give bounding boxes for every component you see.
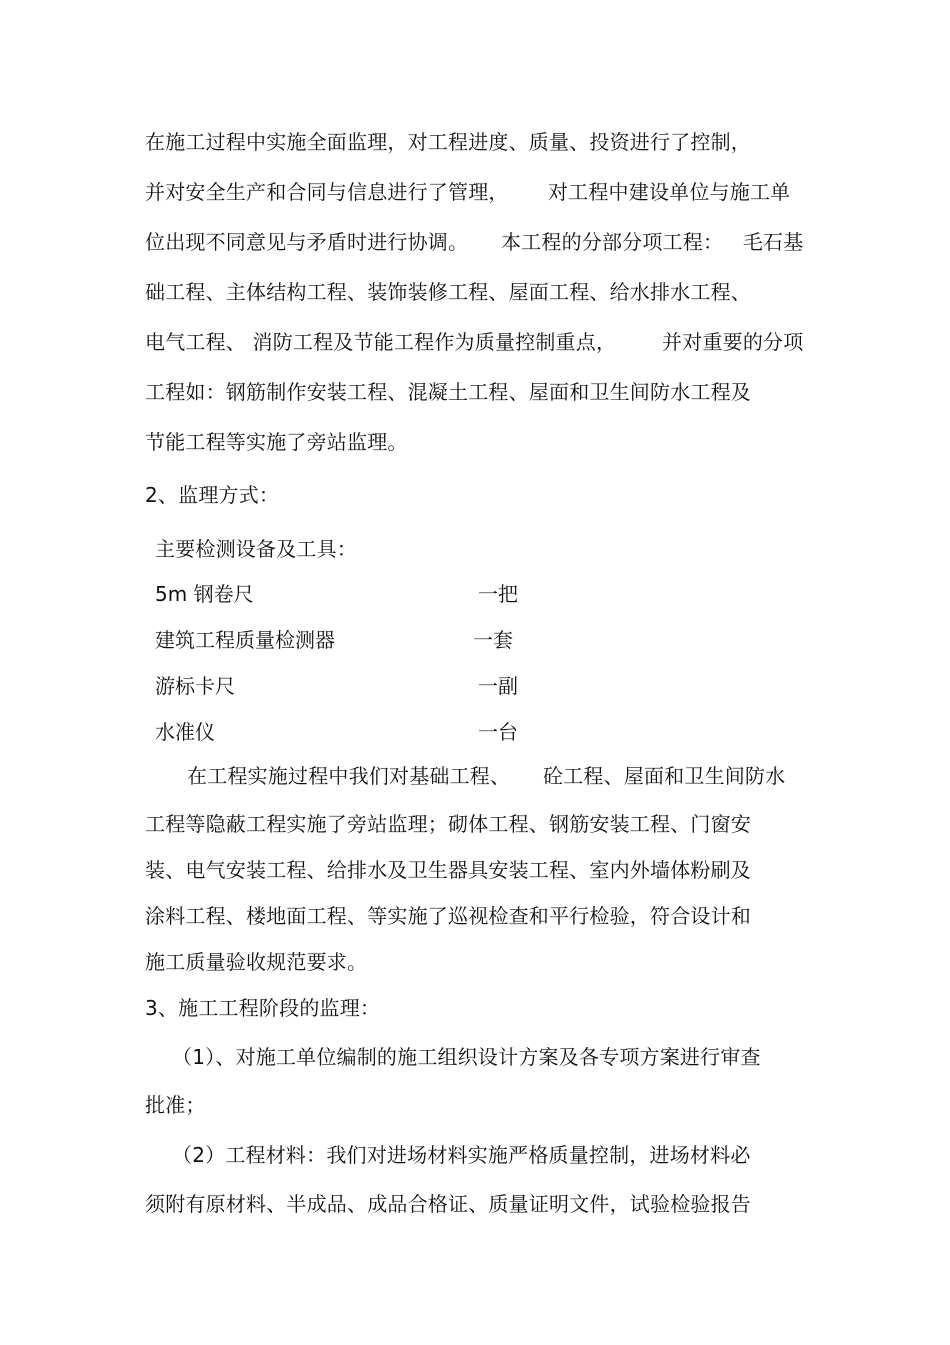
equipment-qty-1: 一把 <box>478 582 518 606</box>
intro-line-3: 位出现不同意见与矛盾时进行协调。 本工程的分部分项工程： 毛石基 <box>145 230 804 254</box>
section2-body-line-1: 在工程实施过程中我们对基础工程、 砼工程、屋面和卫生间防水 <box>187 764 786 788</box>
intro-line-7: 节能工程等实施了旁站监理。 <box>145 430 408 454</box>
equipment-name-1: 5m 钢卷尺 <box>155 582 254 606</box>
intro-line-1: 在施工过程中实施全面监理，对工程进度、质量、投资进行了控制， <box>145 130 751 154</box>
section2-body-line-3: 装、电气安装工程、给排水及卫生器具安装工程、室内外墙体粉刷及 <box>145 858 751 882</box>
section3-item2-line-1: （2）工程材料：我们对进场材料实施严格质量控制，进场材料必 <box>172 1143 751 1167</box>
section2-body-line-4: 涂料工程、楼地面工程、等实施了巡视检查和平行检验，符合设计和 <box>145 904 751 928</box>
section3-heading: 3、施工工程阶段的监理： <box>145 996 381 1020</box>
equipment-name-3: 游标卡尺 <box>155 674 235 698</box>
equipment-title: 主要检测设备及工具： <box>155 537 357 561</box>
equipment-name-4: 水准仪 <box>155 720 215 744</box>
section2-body-line-2: 工程等隐蔽工程实施了旁站监理；砌体工程、钢筋安装工程、门窗安 <box>145 812 751 836</box>
section2-heading: 2、监理方式： <box>145 483 280 507</box>
section3-item1-line-1: （1）、对施工单位编制的施工组织设计方案及各专项方案进行审查 <box>172 1045 761 1069</box>
intro-line-5: 电气工程、 消防工程及节能工程作为质量控制重点， 并对重要的分项 <box>145 330 804 354</box>
section3-item1-line-2: 批准； <box>145 1093 206 1117</box>
section2-body-line-5: 施工质量验收规范要求。 <box>145 950 368 974</box>
intro-line-4: 础工程、主体结构工程、装饰装修工程、屋面工程、给水排水工程、 <box>145 280 751 304</box>
equipment-qty-4: 一台 <box>478 720 518 744</box>
intro-line-2: 并对安全生产和合同与信息进行了管理， 对工程中建设单位与施工单 <box>145 180 791 204</box>
section3-item2-line-2: 须附有原材料、半成品、成品合格证、质量证明文件，试验检验报告 <box>145 1192 751 1216</box>
equipment-qty-2: 一套 <box>473 628 513 652</box>
equipment-name-2: 建筑工程质量检测器 <box>155 628 335 652</box>
equipment-qty-3: 一副 <box>478 674 518 698</box>
intro-line-6: 工程如：钢筋制作安装工程、混凝土工程、屋面和卫生间防水工程及 <box>145 380 751 404</box>
